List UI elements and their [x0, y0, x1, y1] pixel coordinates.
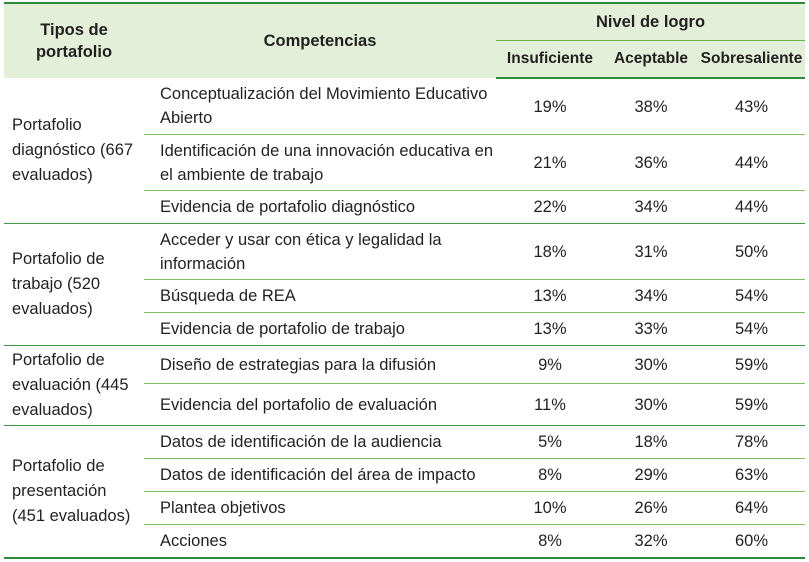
group-label: Portafolio de presentación (451 evaluados): [4, 426, 144, 559]
competencia-cell: Evidencia del portafolio de evaluación: [144, 384, 496, 426]
insuficiente-cell: 13%: [496, 280, 604, 313]
competencia-cell: Identificación de una innovación educativa en el ambiente de trabajo: [144, 135, 496, 191]
table-row: [4, 224, 805, 280]
insuficiente-cell: 19%: [496, 78, 604, 135]
sobresaliente-cell: 44%: [698, 135, 805, 191]
group-label: Portafolio diagnóstico (667 evaluados): [4, 78, 144, 224]
header-competencias: Competencias: [144, 4, 496, 78]
header-insuficiente: Insuficiente: [496, 41, 604, 79]
sobresaliente-cell: 78%: [698, 426, 805, 459]
insuficiente-cell: 5%: [496, 426, 604, 459]
aceptable-cell: 32%: [604, 525, 698, 559]
results-table: [4, 4, 805, 559]
group-label: Portafolio de trabajo (520 evaluados): [4, 224, 144, 346]
header-nivel-de-logro: Nivel de logro: [496, 4, 805, 41]
aceptable-cell: 29%: [604, 459, 698, 492]
competencia-cell: Diseño de estrategias para la difusión: [144, 346, 496, 384]
competencia-cell: Conceptualización del Movimiento Educativo Abierto: [144, 78, 496, 135]
sobresaliente-cell: 64%: [698, 492, 805, 525]
aceptable-cell: 34%: [604, 280, 698, 313]
aceptable-cell: 30%: [604, 384, 698, 426]
table-row: [4, 346, 805, 384]
insuficiente-cell: 8%: [496, 525, 604, 559]
aceptable-cell: 26%: [604, 492, 698, 525]
group-label: Portafolio de evaluación (445 evaluados): [4, 346, 144, 426]
competencia-cell: Datos de identificación de la audiencia: [144, 426, 496, 459]
insuficiente-cell: 22%: [496, 191, 604, 224]
competencia-cell: Acceder y usar con ética y legalidad la información: [144, 224, 496, 280]
insuficiente-cell: 18%: [496, 224, 604, 280]
competencia-cell: Datos de identificación del área de impacto: [144, 459, 496, 492]
insuficiente-cell: 9%: [496, 346, 604, 384]
table-row: [4, 78, 805, 135]
sobresaliente-cell: 59%: [698, 384, 805, 426]
insuficiente-cell: 13%: [496, 313, 604, 346]
insuficiente-cell: 8%: [496, 459, 604, 492]
header-sobresaliente: Sobresaliente: [698, 41, 805, 79]
sobresaliente-cell: 54%: [698, 280, 805, 313]
table-header: [4, 4, 805, 78]
aceptable-cell: 34%: [604, 191, 698, 224]
competencia-cell: Evidencia de portafolio de trabajo: [144, 313, 496, 346]
aceptable-cell: 18%: [604, 426, 698, 459]
header-aceptable: Aceptable: [604, 41, 698, 79]
sobresaliente-cell: 63%: [698, 459, 805, 492]
aceptable-cell: 31%: [604, 224, 698, 280]
sobresaliente-cell: 50%: [698, 224, 805, 280]
aceptable-cell: 36%: [604, 135, 698, 191]
competencia-cell: Búsqueda de REA: [144, 280, 496, 313]
sobresaliente-cell: 54%: [698, 313, 805, 346]
insuficiente-cell: 11%: [496, 384, 604, 426]
insuficiente-cell: 10%: [496, 492, 604, 525]
competencia-cell: Acciones: [144, 525, 496, 559]
aceptable-cell: 38%: [604, 78, 698, 135]
competencia-cell: Evidencia de portafolio diagnóstico: [144, 191, 496, 224]
sobresaliente-cell: 43%: [698, 78, 805, 135]
competencia-cell: Plantea objetivos: [144, 492, 496, 525]
sobresaliente-cell: 44%: [698, 191, 805, 224]
sobresaliente-cell: 60%: [698, 525, 805, 559]
insuficiente-cell: 21%: [496, 135, 604, 191]
aceptable-cell: 33%: [604, 313, 698, 346]
aceptable-cell: 30%: [604, 346, 698, 384]
header-tipos: Tipos de portafolio: [4, 4, 144, 78]
table-row: [4, 426, 805, 459]
sobresaliente-cell: 59%: [698, 346, 805, 384]
